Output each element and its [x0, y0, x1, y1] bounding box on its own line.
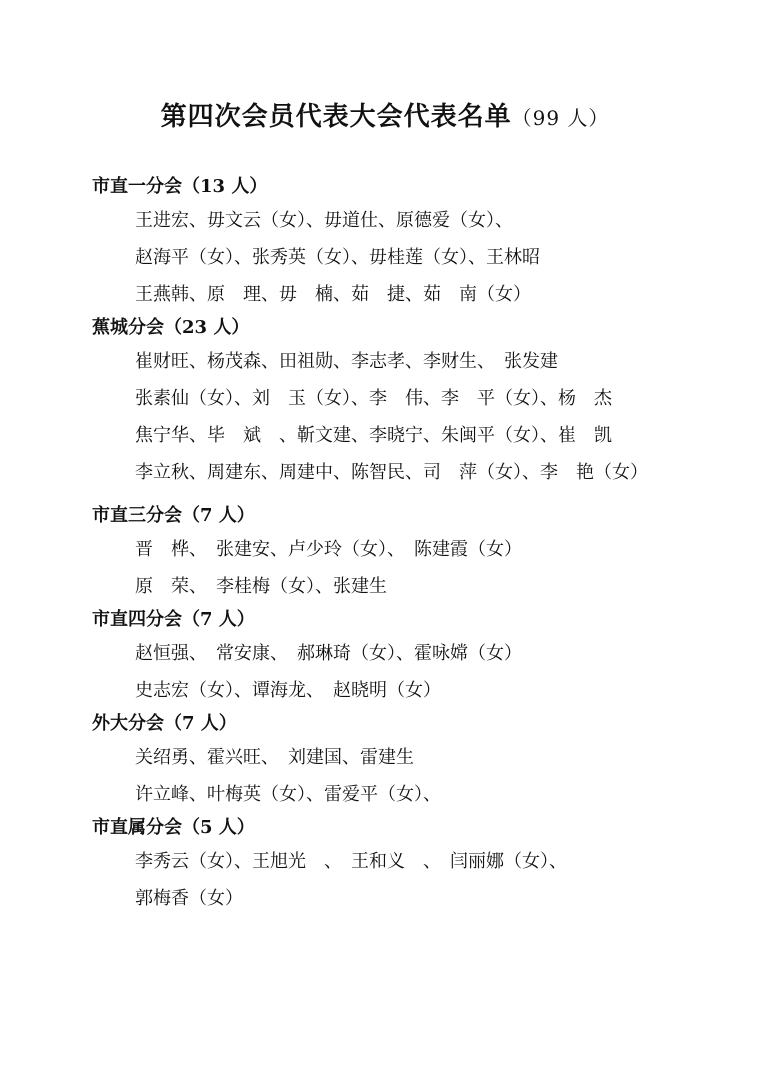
section-heading: 外大分会（7 人）: [92, 713, 237, 734]
section-heading: 市直三分会（7 人）: [92, 505, 255, 526]
section-shizhi-3: [92, 501, 712, 605]
section-shizhishu: [92, 813, 712, 917]
section-heading: 市直属分会（5 人）: [92, 817, 255, 838]
name-line: 赵恒强、 常安康、 郝琳琦（女）、霍咏嫦（女）: [135, 643, 522, 664]
name-line: 史志宏（女）、谭海龙、 赵晓明（女）: [135, 680, 441, 701]
section-shizhi-4: [92, 605, 712, 709]
name-line: 许立峰、叶梅英（女）、雷爱平（女）、: [135, 784, 441, 805]
name-line: 焦宁华、毕 斌 、靳文建、李晓宁、朱闽平（女）、崔 凯: [135, 425, 612, 446]
member-list: [92, 172, 712, 917]
section-waida: [92, 709, 712, 813]
name-line: 赵海平（女）、张秀英（女）、毋桂莲（女）、王林昭: [135, 247, 540, 268]
name-line: 崔财旺、杨茂森、田祖勋、李志孝、李财生、 张发建: [135, 351, 558, 372]
name-line: 王进宏、毋文云（女）、毋道仕、原德爱（女）、: [135, 210, 513, 231]
section-jiaocheng: [92, 313, 712, 491]
name-line: 关绍勇、霍兴旺、 刘建国、雷建生: [135, 747, 414, 768]
page-title: [0, 96, 770, 133]
section-heading: 蕉城分会（23 人）: [92, 317, 250, 338]
title-count: （99 人）: [511, 106, 610, 130]
title-main: 第四次会员代表大会代表名单: [160, 102, 512, 132]
name-line: 郭梅香（女）: [135, 888, 243, 909]
name-line: 张素仙（女）、刘 玉（女）、李 伟、李 平（女）、杨 杰: [135, 388, 612, 409]
name-line: 王燕韩、原 理、毋 楠、茹 捷、茹 南（女）: [135, 284, 531, 305]
name-line: 晋 桦、 张建安、卢少玲（女）、 陈建霞（女）: [135, 539, 522, 560]
section-heading: 市直四分会（7 人）: [92, 609, 255, 630]
section-shizhi-1: [92, 172, 712, 313]
name-line: 李立秋、周建东、周建中、陈智民、司 萍（女）、李 艳（女）: [135, 462, 648, 483]
name-line: 李秀云（女）、王旭光 、 王和义 、 闫丽娜（女）、: [135, 851, 567, 872]
name-line: 原 荣、 李桂梅（女）、张建生: [135, 576, 387, 597]
section-heading: 市直一分会（13 人）: [92, 176, 268, 197]
